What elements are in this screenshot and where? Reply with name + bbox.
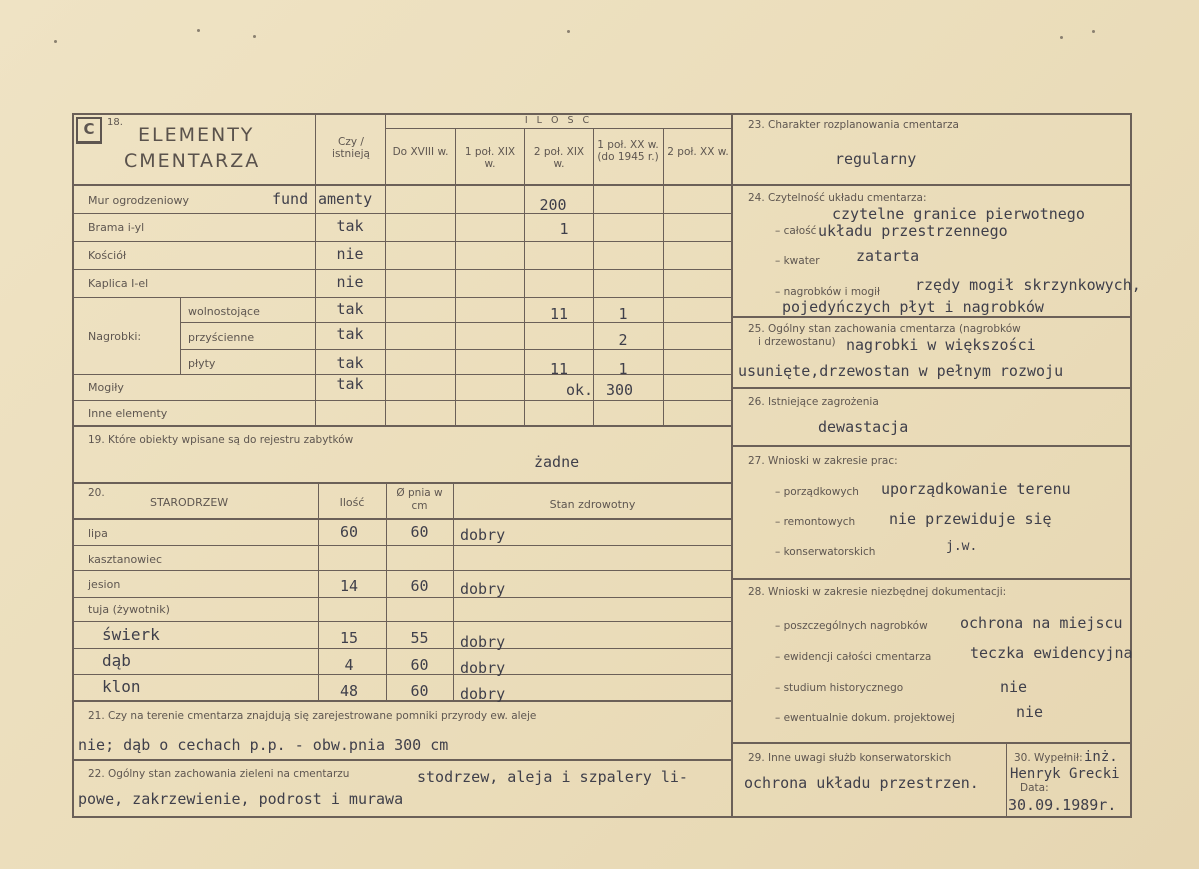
section-28-sub: – poszczególnych nagrobków xyxy=(775,620,928,632)
rule xyxy=(72,113,74,818)
element-qty: 2 xyxy=(618,331,628,349)
rule xyxy=(733,387,1131,389)
tree-diam: 60 xyxy=(410,656,429,674)
speck xyxy=(567,30,570,33)
element-exists: nie xyxy=(336,245,364,263)
section-28-sub: – ewentualnie dokum. projektowej xyxy=(775,712,955,724)
section-23-label: 23. Charakter rozplanowania cmentarza xyxy=(748,119,959,131)
rule xyxy=(733,742,1131,744)
rule xyxy=(72,213,732,214)
rule xyxy=(72,759,732,761)
date-value: 30.09.1989r. xyxy=(1008,796,1117,814)
element-label: wolnostojące xyxy=(188,305,260,318)
element-label: Brama i-yl xyxy=(88,221,145,234)
rule xyxy=(180,349,732,350)
section-19-label: 19. Które obiekty wpisane są do rejestru zabytków xyxy=(88,434,354,446)
element-label: przyścienne xyxy=(188,331,255,344)
section-24-sub: – całość xyxy=(775,225,817,237)
rule xyxy=(72,816,732,818)
rule xyxy=(72,518,732,520)
section-27-value: nie przewiduje się xyxy=(889,510,1052,528)
section-21-value: nie; dąb o cechach p.p. - obw.pnia 300 cm xyxy=(78,736,449,754)
rule xyxy=(72,297,732,298)
rule xyxy=(72,570,732,571)
section-23-value: regularny xyxy=(835,150,917,168)
col-header-period: Do XVIII w. xyxy=(392,146,449,158)
tree-name: kasztanowiec xyxy=(88,553,163,566)
section-27-value: j.w. xyxy=(946,539,978,554)
section-28-sub: – ewidencji całości cmentarza xyxy=(775,651,932,663)
section-30-title: inż. xyxy=(1084,749,1118,765)
rule xyxy=(72,269,732,270)
section-24-sub: – kwater xyxy=(775,255,820,267)
section-27-value: uporządkowanie terenu xyxy=(881,480,1071,498)
section-24-label: 24. Czytelność układu cmentarza: xyxy=(748,192,927,204)
tree-diam: 60 xyxy=(410,577,429,595)
section-number: 18. xyxy=(107,117,123,128)
tree-state: dobry xyxy=(460,580,506,598)
speck xyxy=(54,40,57,43)
section-21-label: 21. Czy na terenie cmentarza znajdują się zarejestrowane pomniki przyrody ew. aleje xyxy=(88,710,537,722)
section-26-label: 26. Istniejące zagrożenia xyxy=(748,396,879,408)
section-25-value: usunięte,drzewostan w pełnym rozwoju xyxy=(738,362,1064,380)
speck xyxy=(1092,30,1095,33)
rule xyxy=(1006,742,1007,817)
element-label: Kościół xyxy=(88,249,127,262)
section-25-label: 25. Ogólny stan zachowania cmentarza (nagrobków xyxy=(748,323,1021,335)
section-20-num: 20. xyxy=(88,487,105,499)
speck xyxy=(1060,36,1063,39)
rule xyxy=(72,648,732,649)
tree-qty: 60 xyxy=(339,523,359,541)
section-25-label: i drzewostanu) xyxy=(758,336,836,348)
tree-diam: 60 xyxy=(410,682,429,700)
rule xyxy=(733,316,1131,318)
element-exists: tak xyxy=(336,217,364,235)
element-label: Kaplica I-el xyxy=(88,277,149,290)
col-header-qty: Ilość xyxy=(339,496,365,509)
signer-name: Henryk Grecki xyxy=(1010,766,1120,782)
element-qty: 1 xyxy=(618,360,628,378)
tree-state: dobry xyxy=(460,685,506,703)
section-title-line1: ELEMENTY xyxy=(138,124,255,146)
section-27-sub: – porządkowych xyxy=(775,486,859,498)
section-29-value: ochrona układu przestrzen. xyxy=(744,774,979,792)
section-28-value: teczka ewidencyjna xyxy=(970,644,1133,662)
section-24-sub: – nagrobków i mogił xyxy=(775,286,881,298)
speck xyxy=(197,29,200,32)
section-22-value: powe, zakrzewienie, podrost i murawa xyxy=(78,790,404,808)
section-30-label: 30. Wypełnił: xyxy=(1014,752,1083,764)
tree-state: dobry xyxy=(460,526,506,544)
element-label: Inne elementy xyxy=(88,407,168,420)
col-header-diam: Ø pnia w cm xyxy=(396,487,443,512)
speck xyxy=(253,35,256,38)
element-exists: nie xyxy=(336,273,364,291)
section-title-line2: CMENTARZA xyxy=(124,150,261,172)
section-20-title: STARODRZEW xyxy=(150,496,229,509)
rule xyxy=(72,597,732,598)
rule xyxy=(733,113,1131,115)
section-28-value: ochrona na miejscu xyxy=(960,614,1123,632)
col-header-state: Stan zdrowotny xyxy=(549,498,636,511)
element-qty: 300 xyxy=(606,381,634,399)
tree-qty: 15 xyxy=(339,629,359,647)
section-24-value: zatarta xyxy=(856,247,920,265)
element-qty: ok. xyxy=(566,381,594,399)
tree-diam: 55 xyxy=(410,629,429,647)
rule xyxy=(385,128,731,129)
tree-diam: 60 xyxy=(410,523,429,541)
tree-state: dobry xyxy=(460,659,506,677)
tree-name: klon xyxy=(102,677,141,696)
rule xyxy=(72,184,732,186)
section-26-value: dewastacja xyxy=(818,418,909,436)
tree-qty: 4 xyxy=(344,656,354,674)
section-22-value: stodrzew, aleja i szpalery li- xyxy=(417,768,688,786)
rule xyxy=(1130,113,1132,818)
tree-name: lipa xyxy=(88,527,108,540)
rule xyxy=(72,482,732,484)
section-24-value: czytelne granice pierwotnego xyxy=(832,205,1085,223)
col-header-period: 1 poł. XIX w. xyxy=(464,146,516,170)
tree-name: dąb xyxy=(102,651,131,670)
element-qty: 1 xyxy=(618,305,628,323)
section-29-label: 29. Inne uwagi służb konserwatorskich xyxy=(748,752,952,764)
rule xyxy=(593,128,594,426)
col-header-ilosc: I L O Ś Ć xyxy=(524,115,593,126)
element-exists: tak xyxy=(336,375,364,393)
rule xyxy=(72,674,732,675)
rule xyxy=(72,400,732,401)
rule xyxy=(733,816,1131,818)
element-exists: tak xyxy=(336,300,364,318)
rule xyxy=(455,128,456,426)
section-28-sub: – studium historycznego xyxy=(775,682,904,694)
element-label: płyty xyxy=(188,357,216,370)
rule xyxy=(663,128,664,426)
element-qty: 11 xyxy=(549,305,569,323)
tree-qty: 48 xyxy=(339,682,359,700)
tree-name: świerk xyxy=(102,625,160,644)
section-24-value: układu przestrzennego xyxy=(818,222,1008,240)
rule xyxy=(72,621,732,622)
element-prefix: fund xyxy=(272,190,309,208)
section-28-value: nie xyxy=(1000,678,1028,696)
date-label: Data: xyxy=(1020,782,1049,794)
nagrobki-label: Nagrobki: xyxy=(88,330,142,343)
section-24-value: rzędy mogił skrzynkowych, xyxy=(915,276,1141,294)
rule xyxy=(180,297,181,374)
rule xyxy=(72,545,732,546)
rule xyxy=(524,128,525,426)
section-28-value: nie xyxy=(1016,703,1044,721)
element-label: Mur ogrodzeniowy xyxy=(88,194,189,207)
rule xyxy=(72,241,732,242)
element-exists: tak xyxy=(336,325,364,343)
rule xyxy=(731,113,733,818)
element-qty: 11 xyxy=(549,360,569,378)
section-19-value: żadne xyxy=(534,453,580,471)
section-24-value: pojedyńczych płyt i nagrobków xyxy=(782,298,1044,316)
box-letter: C xyxy=(76,117,102,144)
col-header-period: 2 poł. XIX w. xyxy=(533,146,585,170)
rule xyxy=(733,445,1131,447)
section-22-label: 22. Ogólny stan zachowania zieleni na cmentarzu xyxy=(88,768,350,780)
section-27-sub: – remontowych xyxy=(775,516,856,528)
tree-name: tuja (żywotnik) xyxy=(88,603,170,616)
tree-qty: 14 xyxy=(339,577,359,595)
section-27-sub: – konserwatorskich xyxy=(775,546,876,558)
rule xyxy=(72,425,732,427)
tree-name: jesion xyxy=(88,578,121,591)
col-header-exists: Czy / istnieją xyxy=(332,136,370,160)
col-header-period: 1 poł. XX w. (do 1945 r.) xyxy=(597,139,659,163)
section-28-label: 28. Wnioski w zakresie niezbędnej dokumentacji: xyxy=(748,586,1007,598)
element-qty: 1 xyxy=(559,220,569,238)
section-25-value: nagrobki w większości xyxy=(846,336,1036,354)
element-qty: 200 xyxy=(539,196,567,214)
rule xyxy=(453,483,454,701)
element-exists: tak xyxy=(336,354,364,372)
element-label: Mogiły xyxy=(88,381,124,394)
rule xyxy=(72,700,732,702)
tree-state: dobry xyxy=(460,633,506,651)
rule xyxy=(733,578,1131,580)
section-27-label: 27. Wnioski w zakresie prac: xyxy=(748,455,898,467)
element-exists: amenty xyxy=(318,190,373,208)
rule xyxy=(733,184,1131,186)
col-header-period: 2 poł. XX w. xyxy=(667,146,729,158)
